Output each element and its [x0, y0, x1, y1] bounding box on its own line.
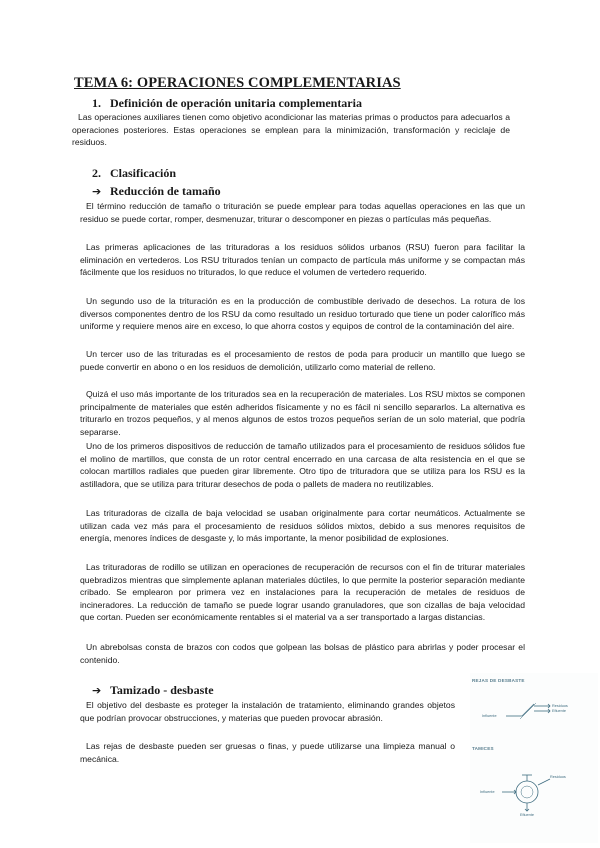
drum-screen-label: TAMICES: [472, 746, 494, 751]
section-2-title: Clasificación: [110, 166, 176, 180]
influent-label-bottom: Influente: [480, 790, 495, 794]
reduccion-heading: [92, 184, 221, 199]
reduccion-title: Reducción de tamaño: [110, 184, 221, 198]
bar-screen-schematic: [506, 703, 550, 719]
residues-line-bottom: [538, 779, 550, 785]
effluent-label-bottom: Efluente: [520, 813, 534, 817]
residues-label-bottom: Residuos: [550, 775, 566, 779]
drum-screen-schematic: [502, 775, 550, 811]
screening-diagram-drawing: [470, 673, 598, 843]
section-1-title: Definición de operación unitaria complementaria: [110, 96, 362, 110]
reduccion-paragraph-7: Las trituradoras de cizalla de baja velocidad se usaban originalmente para cortar neumáticos. Actualmente se utilizan cada vez más para el procesamiento de residuos sólidos mixtos, debido a sus menores requisitos de energía, menores índices de desgaste y, lo más importante, la menor posibilidad de explosiones.: [80, 508, 525, 544]
tamizado-heading: [92, 683, 214, 698]
reduccion-paragraph-9: Un abrebolsas consta de brazos con codos que golpean las bolsas de plástico para abrirlas y poder procesar el contenido.: [80, 642, 525, 665]
reduccion-paragraph-5: Quizá el uso más importante de los triturados sea en la recuperación de materiales. Los RSU mixtos se componen principalmente de materiales que estén adheridos físicamente y no es fácil ni sencillo separarlos. La alternativa es triturarlo en trozos pequeños, y al menos algunos de estos trozos pequeños serían de un solo material, que podría separarse.: [80, 389, 525, 437]
tamizado-paragraph-2: Las rejas de desbaste pueden ser gruesas o finas, y puede utilizarse una limpieza manual o mecánica.: [80, 741, 455, 764]
influent-label-top: Influente: [482, 714, 497, 718]
arrow-right-icon: ➔: [92, 684, 102, 697]
section-1-number: 1.: [92, 96, 101, 110]
drum-screen-icon: [516, 781, 538, 803]
reduccion-paragraph-8: Las trituradoras de rodillo se utilizan en operaciones de recuperación de recursos con el fin de triturar materiales quebradizos mientras que simplemente aplanan materiales dúctiles, lo que permite la posterior separación mediante cribado. Se emplearon por primera vez en instalaciones para la recuperación de metales de residuos de incineradores. La reducción de tamaño se puede lograr usando granuladores, que son cizallas de baja velocidad que cortan. Pueden ser económicamente rentables si el material va a ser transportado a largas distancias.: [80, 562, 525, 623]
screening-diagram: [470, 673, 598, 843]
arrow-right-icon: ➔: [92, 185, 102, 198]
section-2-number: 2.: [92, 166, 101, 180]
reduccion-paragraph-1: El término reducción de tamaño o trituración se puede emplear para todas aquellas operaciones en las que un residuo se puede cortar, romper, desmenuzar, triturar o descomponer en piezas o partículas más pequeñas.: [80, 201, 525, 224]
section-2-heading: [92, 166, 176, 181]
section-1-paragraph: Las operaciones auxiliares tienen como objetivo acondicionar las materias primas o productos para adecuarlos a operaciones posteriores. Estas operaciones se emplean para la minimización, transformación y reciclaje de residuos.: [72, 112, 510, 148]
bar-screen-label: REJAS DE DESBASTE: [472, 678, 525, 683]
tamizado-title: Tamizado - desbaste: [110, 683, 214, 697]
section-1-heading: [92, 96, 362, 111]
bar-screen-icon: [522, 704, 534, 716]
reduccion-paragraph-2: Las primeras aplicaciones de las trituradoras a los residuos sólidos urbanos (RSU) fueron para facilitar la eliminación en vertederos. Los RSU triturados tenían un compacto de partícula más uniforme y se compactan más fácilmente que los residuos no triturados, lo que reduce el volumen de vertedero requerido.: [80, 242, 525, 278]
effluent-label-top: Efluente: [552, 709, 566, 713]
reduccion-paragraph-3: Un segundo uso de la trituración es en la producción de combustible derivado de desechos. La rotura de los diversos componentes dentro de los RSU da como resultado un residuo torturado que tiene un poder calorífico más uniforme y requiere menos aire en exceso, lo que ahorra costos y equipos de control de la contaminación del aire.: [80, 296, 525, 332]
reduccion-paragraph-6: Uno de los primeros dispositivos de reducción de tamaño utilizados para el procesamiento de residuos sólidos fue el molino de martillos, que consta de un rotor central encerrado en una carcasa de alta resistencia en el que se colocan martillos radiales que pueden girar libremente. Otro tipo de trituradora que se utiliza para los RSU es la astilladora, que se utiliza para triturar desechos de poda o pallets de madera no reutilizables.: [80, 441, 525, 489]
residues-label-top: Residuos: [552, 704, 568, 708]
reduccion-paragraph-4: Un tercer uso de las trituradas es el procesamiento de restos de poda para producir un mantillo que luego se puede convertir en abono o en los residuos de demolición, utilizarlo como material de relleno.: [80, 349, 525, 372]
page-title: TEMA 6: OPERACIONES COMPLEMENTARIAS: [74, 75, 401, 91]
tamizado-paragraph-1: El objetivo del desbaste es proteger la instalación de tratamiento, eliminando grandes objetos que podrían provocar obstrucciones, y materias que pueden provocar abrasión.: [80, 700, 455, 723]
